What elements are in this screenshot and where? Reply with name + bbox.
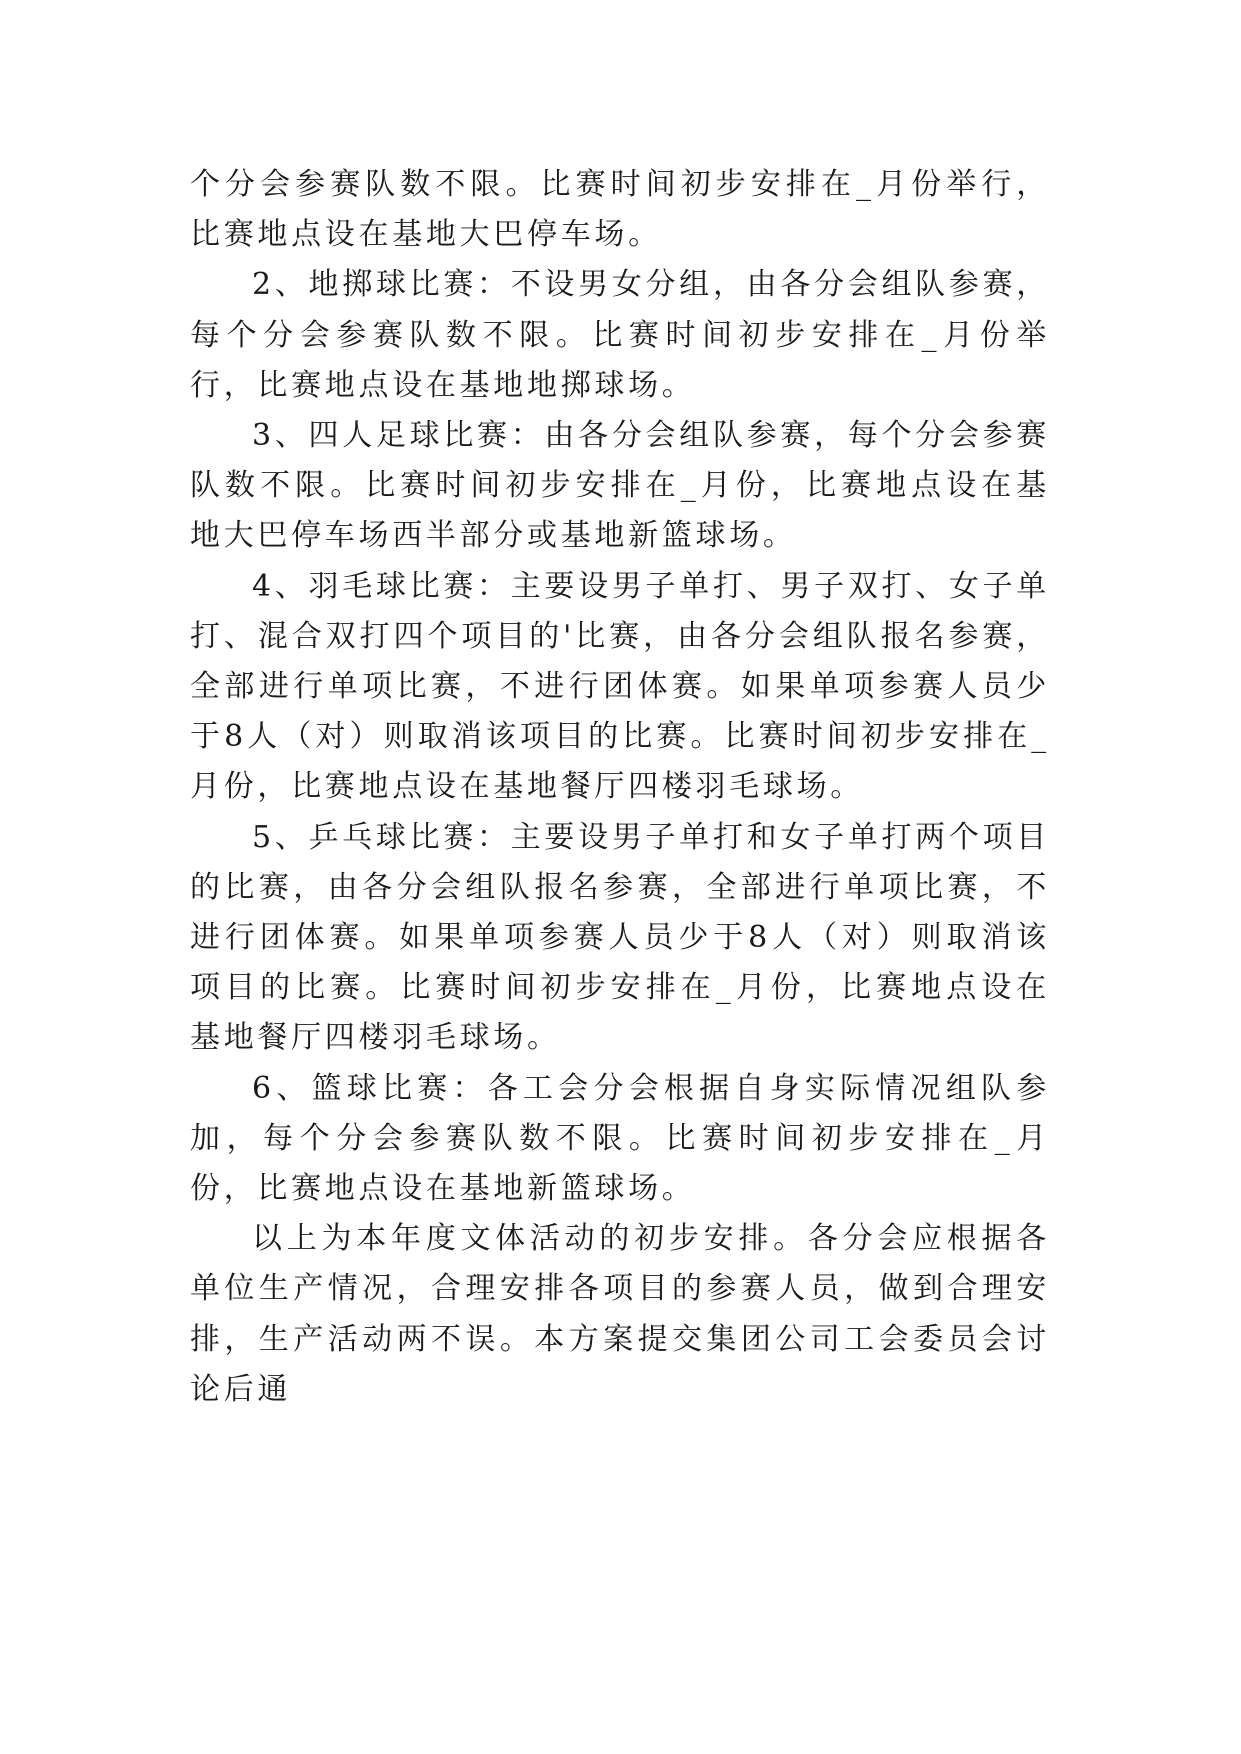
paragraph-continuation: 个分会参赛队数不限。比赛时间初步安排在_月份举行，比赛地点设在基地大巴停车场。 xyxy=(190,167,1050,253)
paragraph-item-2-petanque: 2、地掷球比赛：不设男女分组，由各分会组队参赛，每个分会参赛队数不限。比赛时间初步安排在_月份举行，比赛地点设在基地地掷球场。 xyxy=(190,267,1050,403)
paragraph-item-6-basketball: 6、篮球比赛：各工会分会根据自身实际情况组队参加，每个分会参赛队数不限。比赛时间初步安排在_月份，比赛地点设在基地新篮球场。 xyxy=(190,1070,1050,1207)
paragraph-summary: 以上为本年度文体活动的初步安排。各分会应根据各单位生产情况，合理安排各项目的参赛人员，做到合理安排，生产活动两不误。本方案提交集团公司工会委员会讨论后通 xyxy=(190,1221,1050,1407)
paragraph-item-3-four-person-football: 3、四人足球比赛：由各分会组队参赛，每个分会参赛队数不限。比赛时间初步安排在_月份，比赛地点设在基地大巴停车场西半部分或基地新篮球场。 xyxy=(190,418,1050,554)
document-body xyxy=(190,160,1050,1415)
paragraph-item-5-table-tennis: 5、乒乓球比赛：主要设男子单打和女子单打两个项目的比赛，由各分会组队报名参赛，全部进行单项比赛，不进行团体赛。如果单项参赛人员少于8人（对）则取消该项目的比赛。比赛时间初步安排在_月份，比赛地点设在基地餐厅四楼羽毛球场。 xyxy=(190,819,1050,1056)
paragraph-item-4-badminton: 4、羽毛球比赛：主要设男子单打、男子双打、女子单打、混合双打四个项目的'比赛，由各分会组队报名参赛，全部进行单项比赛，不进行团体赛。如果单项参赛人员少于8人（对）则取消该项目的比赛。比赛时间初步安排在_月份，比赛地点设在基地餐厅四楼羽毛球场。 xyxy=(190,568,1050,805)
